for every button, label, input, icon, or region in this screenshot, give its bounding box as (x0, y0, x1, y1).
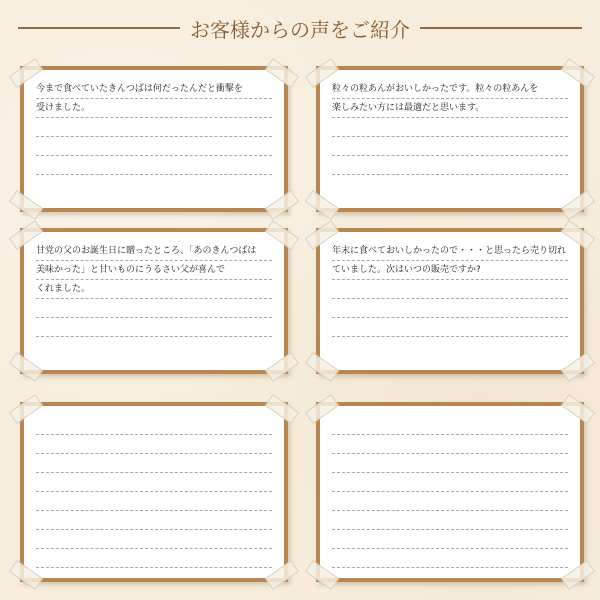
header-divider-right (420, 27, 582, 29)
testimonial-line: 今まで食べていたきんつばは何だったんだと衝撃を (36, 80, 272, 99)
tape-decoration (561, 190, 595, 220)
tape-decoration (9, 190, 43, 220)
testimonial-card-1 (20, 66, 288, 212)
testimonial-line: ていました。次はいつの販売ですか? (332, 261, 568, 280)
testimonial-line (36, 156, 272, 175)
tape-decoration (305, 190, 339, 220)
testimonial-line (332, 530, 568, 549)
section-header (0, 0, 600, 50)
testimonial-line (36, 454, 272, 473)
testimonial-line (332, 511, 568, 530)
tape-decoration (265, 352, 299, 382)
testimonial-line: くれました。 (36, 280, 272, 299)
testimonial-line (332, 416, 568, 435)
testimonial-line (36, 549, 272, 568)
testimonial-lines (36, 242, 272, 337)
tape-decoration (265, 190, 299, 220)
testimonial-card-6-empty (316, 402, 584, 582)
testimonial-line (332, 473, 568, 492)
header-divider-left (18, 27, 180, 29)
testimonial-line (332, 549, 568, 568)
testimonial-line: 受けました。 (36, 99, 272, 118)
page-title: お客様からの声をご紹介 (190, 18, 410, 42)
tape-decoration (305, 352, 339, 382)
testimonial-line (36, 416, 272, 435)
testimonial-line: 粒々の粒あんがおいしかったです。粒々の粒あんを (332, 80, 568, 99)
testimonial-line (332, 137, 568, 156)
testimonial-card-4 (316, 228, 584, 374)
testimonial-line (332, 118, 568, 137)
testimonial-line (36, 118, 272, 137)
testimonial-line: 美味かった」と甘いものにうるさい父が喜んで (36, 261, 272, 280)
testimonial-line (36, 299, 272, 318)
testimonial-line (332, 156, 568, 175)
testimonial-line (332, 454, 568, 473)
testimonial-line (36, 530, 272, 549)
testimonial-line (332, 492, 568, 511)
testimonial-line (332, 318, 568, 337)
testimonial-line (332, 435, 568, 454)
testimonial-lines (332, 80, 568, 175)
testimonial-line (332, 280, 568, 299)
testimonial-line (36, 137, 272, 156)
testimonial-card-5-empty (20, 402, 288, 582)
testimonial-line (36, 492, 272, 511)
testimonial-line (36, 473, 272, 492)
testimonial-lines (36, 80, 272, 175)
testimonial-card-3 (20, 228, 288, 374)
testimonial-line (36, 511, 272, 530)
tape-decoration (561, 352, 595, 382)
testimonial-line (36, 435, 272, 454)
testimonial-lines (332, 242, 568, 337)
testimonial-lines (36, 416, 272, 568)
tape-decoration (9, 352, 43, 382)
testimonial-card-2 (316, 66, 584, 212)
testimonial-line (332, 299, 568, 318)
testimonial-line: 楽しみたい方には最適だと思います。 (332, 99, 568, 118)
testimonial-line (36, 318, 272, 337)
testimonial-line: 甘党の父のお誕生日に贈ったところ、「あのきんつばは (36, 242, 272, 261)
testimonial-lines (332, 416, 568, 568)
testimonial-line: 年末に食べておいしかったので・・・と思ったら売り切れ (332, 242, 568, 261)
